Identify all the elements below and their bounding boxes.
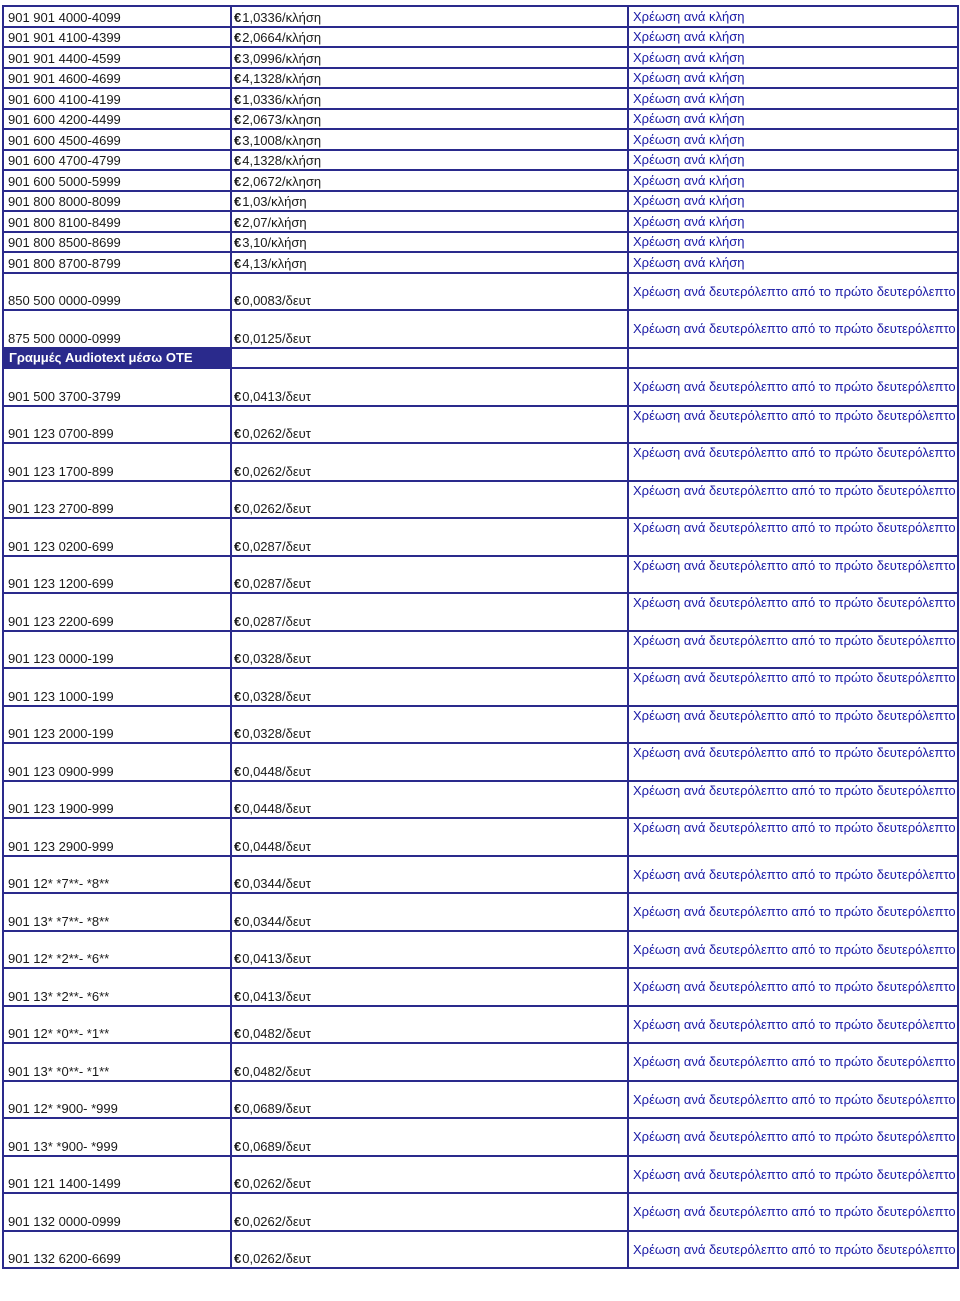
charge-description-cell: Χρέωση ανά δευτερόλεπτο από το πρώτο δευτερόλεπτο	[628, 593, 958, 631]
number-range-cell: 901 901 4400-4599	[3, 47, 231, 68]
euro-symbol: €	[234, 9, 242, 25]
table-row	[3, 406, 958, 444]
rate-table	[2, 5, 959, 1269]
number-range-cell: 901 600 5000-5999	[3, 170, 231, 191]
rate-table-top-section	[3, 6, 958, 348]
price-value: 0,0448/δευτ	[242, 838, 311, 854]
number-range-cell: 901 800 8100-8499	[3, 211, 231, 232]
price-value: 4,1328/κλήση	[242, 153, 322, 168]
price-value: 0,0413/δευτ	[242, 388, 311, 404]
number-range-cell: 901 13* *900- *999	[3, 1118, 231, 1156]
price-cell	[231, 6, 628, 27]
price-value: 0,0328/δευτ	[242, 688, 311, 704]
section-empty-cell	[231, 348, 628, 369]
charge-description-cell: Χρέωση ανά κλήση	[628, 191, 958, 212]
charge-description-cell: Χρέωση ανά δευτερόλεπτο από το πρώτο δευτερόλεπτο	[628, 1156, 958, 1194]
charge-description-cell: Χρέωση ανά κλήση	[628, 6, 958, 27]
price-value: 2,07/κλήση	[242, 214, 307, 230]
charge-description-cell: Χρέωση ανά δευτερόλεπτο από το πρώτο δευτερόλεπτο	[628, 743, 958, 781]
euro-symbol: €	[234, 1176, 242, 1191]
number-range-cell: 850 500 0000-0999	[3, 273, 231, 311]
euro-symbol: €	[234, 1101, 242, 1116]
price-value: 0,0413/δευτ	[242, 951, 311, 966]
table-row	[3, 170, 958, 191]
euro-symbol: €	[234, 576, 242, 591]
number-range-cell: 901 600 4500-4699	[3, 129, 231, 150]
euro-symbol: €	[234, 388, 242, 404]
price-value: 1,0336/κλήση	[242, 91, 322, 107]
price-value: 0,0262/δευτ	[242, 1176, 311, 1191]
price-value: 3,0996/κλήση	[242, 50, 322, 66]
table-row	[3, 109, 958, 130]
price-cell	[231, 211, 628, 232]
number-range-cell: 901 600 4100-4199	[3, 88, 231, 109]
charge-description-cell: Χρέωση ανά δευτερόλεπτο από το πρώτο δευτερόλεπτο	[628, 1043, 958, 1081]
price-cell	[231, 1193, 628, 1231]
charge-description-cell: Χρέωση ανά δευτερόλεπτο από το πρώτο δευτερόλεπτο	[628, 818, 958, 856]
euro-symbol: €	[234, 463, 242, 479]
charge-description-cell: Χρέωση ανά δευτερόλεπτο από το πρώτο δευτερόλεπτο	[628, 556, 958, 594]
price-value: 0,0328/δευτ	[242, 651, 311, 666]
price-value: 0,0287/δευτ	[242, 613, 311, 629]
price-cell	[231, 593, 628, 631]
price-cell	[231, 88, 628, 109]
charge-description-cell: Χρέωση ανά δευτερόλεπτο από το πρώτο δευτερόλεπτο	[628, 406, 958, 444]
price-value: 0,0448/δευτ	[242, 763, 311, 779]
price-cell	[231, 310, 628, 348]
charge-description-cell: Χρέωση ανά κλήση	[628, 109, 958, 130]
price-cell	[231, 47, 628, 68]
number-range-cell: 901 600 4200-4499	[3, 109, 231, 130]
price-value: 0,0344/δευτ	[242, 876, 311, 891]
price-cell	[231, 109, 628, 130]
table-row	[3, 1118, 958, 1156]
price-cell	[231, 668, 628, 706]
table-row	[3, 518, 958, 556]
euro-symbol: €	[234, 988, 242, 1004]
price-cell	[231, 1043, 628, 1081]
table-row	[3, 1193, 958, 1231]
charge-description-cell: Χρέωση ανά δευτερόλεπτο από το πρώτο δευτερόλεπτο	[628, 518, 958, 556]
charge-description-cell: Χρέωση ανά δευτερόλεπτο από το πρώτο δευτερόλεπτο	[628, 310, 958, 348]
charge-description-cell: Χρέωση ανά δευτερόλεπτο από το πρώτο δευτερόλεπτο	[628, 1118, 958, 1156]
number-range-cell: 901 121 1400-1499	[3, 1156, 231, 1194]
price-value: 0,0448/δευτ	[242, 801, 311, 816]
price-cell	[231, 27, 628, 48]
table-row	[3, 743, 958, 781]
table-row	[3, 631, 958, 669]
table-row	[3, 252, 958, 273]
charge-description-cell: Χρέωση ανά κλήση	[628, 88, 958, 109]
euro-symbol: €	[234, 426, 242, 441]
charge-description-cell: Χρέωση ανά δευτερόλεπτο από το πρώτο δευτερόλεπτο	[628, 781, 958, 819]
section-empty-cell	[628, 348, 958, 369]
table-row	[3, 1081, 958, 1119]
euro-symbol: €	[234, 214, 242, 230]
table-row	[3, 68, 958, 89]
price-cell	[231, 1231, 628, 1269]
table-row	[3, 1231, 958, 1269]
price-value: 3,1008/κληση	[242, 132, 322, 148]
charge-description-cell: Χρέωση ανά δευτερόλεπτο από το πρώτο δευτερόλεπτο	[628, 968, 958, 1006]
price-value: 0,0262/δευτ	[242, 1213, 311, 1229]
euro-symbol: €	[234, 132, 242, 148]
euro-symbol: €	[234, 726, 242, 741]
number-range-cell: 901 800 8000-8099	[3, 191, 231, 212]
price-value: 3,10/κλήση	[242, 235, 307, 250]
number-range-cell: 901 500 3700-3799	[3, 368, 231, 406]
charge-description-cell: Χρέωση ανά κλήση	[628, 232, 958, 253]
price-cell	[231, 818, 628, 856]
charge-description-cell: Χρέωση ανά δευτερόλεπτο από το πρώτο δευτερόλεπτο	[628, 1081, 958, 1119]
euro-symbol: €	[234, 951, 242, 966]
table-row	[3, 1043, 958, 1081]
price-cell	[231, 518, 628, 556]
number-range-cell: 901 600 4700-4799	[3, 150, 231, 171]
table-row	[3, 443, 958, 481]
charge-description-cell: Χρέωση ανά κλήση	[628, 252, 958, 273]
price-value: 0,0083/δευτ	[242, 293, 311, 308]
euro-symbol: €	[234, 763, 242, 779]
price-cell	[231, 368, 628, 406]
price-value: 0,0689/δευτ	[242, 1101, 311, 1116]
euro-symbol: €	[234, 255, 242, 271]
table-row	[3, 150, 958, 171]
price-value: 0,0328/δευτ	[242, 726, 311, 741]
euro-symbol: €	[234, 913, 242, 929]
number-range-cell: 901 132 0000-0999	[3, 1193, 231, 1231]
section-title: Γραμμές Audiotext μέσω ΟΤΕ	[3, 348, 231, 369]
number-range-cell: 901 12* *0**- *1**	[3, 1006, 231, 1044]
euro-symbol: €	[234, 112, 242, 127]
number-range-cell: 901 123 2900-999	[3, 818, 231, 856]
euro-symbol: €	[234, 538, 242, 554]
number-range-cell: 901 123 2000-199	[3, 706, 231, 744]
number-range-cell: 901 123 0000-199	[3, 631, 231, 669]
charge-description-cell: Χρέωση ανά δευτερόλεπτο από το πρώτο δευτερόλεπτο	[628, 1231, 958, 1269]
price-value: 1,03/κλήση	[242, 194, 307, 209]
number-range-cell: 901 123 0900-999	[3, 743, 231, 781]
number-range-cell: 901 123 2700-899	[3, 481, 231, 519]
price-cell	[231, 556, 628, 594]
number-range-cell: 901 800 8500-8699	[3, 232, 231, 253]
charge-description-cell: Χρέωση ανά δευτερόλεπτο από το πρώτο δευτερόλεπτο	[628, 856, 958, 894]
price-value: 0,0262/δευτ	[242, 501, 311, 516]
euro-symbol: €	[234, 173, 242, 189]
table-row	[3, 47, 958, 68]
price-value: 0,0287/δευτ	[242, 538, 311, 554]
price-cell	[231, 1118, 628, 1156]
price-cell	[231, 706, 628, 744]
charge-description-cell: Χρέωση ανά δευτερόλεπτο από το πρώτο δευτερόλεπτο	[628, 631, 958, 669]
rate-table-section-header	[3, 348, 958, 369]
euro-symbol: €	[234, 613, 242, 629]
euro-symbol: €	[234, 801, 242, 816]
table-row	[3, 129, 958, 150]
price-value: 2,0664/κλήση	[242, 30, 322, 45]
charge-description-cell: Χρέωση ανά κλήση	[628, 68, 958, 89]
number-range-cell: 901 123 2200-699	[3, 593, 231, 631]
number-range-cell: 901 12* *7**- *8**	[3, 856, 231, 894]
charge-description-cell: Χρέωση ανά δευτερόλεπτο από το πρώτο δευτερόλεπτο	[628, 706, 958, 744]
euro-symbol: €	[234, 91, 242, 107]
charge-description-cell: Χρέωση ανά δευτερόλεπτο από το πρώτο δευτερόλεπτο	[628, 1006, 958, 1044]
table-row	[3, 818, 958, 856]
table-row	[3, 856, 958, 894]
number-range-cell: 901 901 4600-4699	[3, 68, 231, 89]
price-cell	[231, 129, 628, 150]
table-row	[3, 593, 958, 631]
table-row	[3, 211, 958, 232]
price-cell	[231, 406, 628, 444]
price-cell	[231, 252, 628, 273]
price-cell	[231, 931, 628, 969]
price-cell	[231, 1006, 628, 1044]
charge-description-cell: Χρέωση ανά δευτερόλεπτο από το πρώτο δευτερόλεπτο	[628, 893, 958, 931]
price-cell	[231, 893, 628, 931]
charge-description-cell: Χρέωση ανά δευτερόλεπτο από το πρώτο δευτερόλεπτο	[628, 481, 958, 519]
charge-description-cell: Χρέωση ανά δευτερόλεπτο από το πρώτο δευτερόλεπτο	[628, 443, 958, 481]
price-value: 0,0689/δευτ	[242, 1138, 311, 1154]
charge-description-cell: Χρέωση ανά δευτερόλεπτο από το πρώτο δευτερόλεπτο	[628, 1193, 958, 1231]
price-cell	[231, 1156, 628, 1194]
price-cell	[231, 170, 628, 191]
euro-symbol: €	[234, 1213, 242, 1229]
price-cell	[231, 743, 628, 781]
table-row	[3, 1156, 958, 1194]
charge-description-cell: Χρέωση ανά δευτερόλεπτο από το πρώτο δευτερόλεπτο	[628, 668, 958, 706]
number-range-cell: 901 123 1200-699	[3, 556, 231, 594]
euro-symbol: €	[234, 688, 242, 704]
number-range-cell: 901 123 1000-199	[3, 668, 231, 706]
number-range-cell: 901 12* *900- *999	[3, 1081, 231, 1119]
euro-symbol: €	[234, 1026, 242, 1041]
price-cell	[231, 443, 628, 481]
price-cell	[231, 968, 628, 1006]
euro-symbol: €	[234, 501, 242, 516]
table-row	[3, 931, 958, 969]
price-cell	[231, 481, 628, 519]
price-value: 0,0262/δευτ	[242, 463, 311, 479]
price-value: 2,0673/κληση	[242, 112, 322, 127]
table-row	[3, 232, 958, 253]
price-value: 0,0482/δευτ	[242, 1063, 311, 1079]
price-cell	[231, 631, 628, 669]
price-value: 0,0413/δευτ	[242, 988, 311, 1004]
table-row	[3, 781, 958, 819]
table-row	[3, 1006, 958, 1044]
price-cell	[231, 1081, 628, 1119]
number-range-cell: 901 132 6200-6699	[3, 1231, 231, 1269]
euro-symbol: €	[234, 876, 242, 891]
table-row	[3, 6, 958, 27]
table-row	[3, 706, 958, 744]
number-range-cell: 901 123 1900-999	[3, 781, 231, 819]
table-row	[3, 191, 958, 212]
price-value: 4,1328/κλήση	[242, 71, 322, 86]
price-value: 0,0125/δευτ	[242, 330, 311, 346]
table-row	[3, 893, 958, 931]
table-row	[3, 310, 958, 348]
price-value: 0,0287/δευτ	[242, 576, 311, 591]
rate-table-bottom-section	[3, 368, 958, 1268]
euro-symbol: €	[234, 1063, 242, 1079]
price-cell	[231, 191, 628, 212]
number-range-cell: 901 123 0200-699	[3, 518, 231, 556]
charge-description-cell: Χρέωση ανά κλήση	[628, 170, 958, 191]
table-row	[3, 968, 958, 1006]
charge-description-cell: Χρέωση ανά κλήση	[628, 27, 958, 48]
price-cell	[231, 150, 628, 171]
charge-description-cell: Χρέωση ανά κλήση	[628, 47, 958, 68]
price-cell	[231, 273, 628, 311]
euro-symbol: €	[234, 50, 242, 66]
price-value: 2,0672/κληση	[242, 173, 322, 189]
euro-symbol: €	[234, 293, 242, 308]
number-range-cell: 901 123 0700-899	[3, 406, 231, 444]
price-cell	[231, 781, 628, 819]
charge-description-cell: Χρέωση ανά δευτερόλεπτο από το πρώτο δευτερόλεπτο	[628, 273, 958, 311]
price-value: 0,0482/δευτ	[242, 1026, 311, 1041]
table-row	[3, 481, 958, 519]
charge-description-cell: Χρέωση ανά κλήση	[628, 129, 958, 150]
euro-symbol: €	[234, 71, 242, 86]
charge-description-cell: Χρέωση ανά κλήση	[628, 150, 958, 171]
number-range-cell: 901 901 4100-4399	[3, 27, 231, 48]
euro-symbol: €	[234, 235, 242, 250]
euro-symbol: €	[234, 153, 242, 168]
charge-description-cell: Χρέωση ανά δευτερόλεπτο από το πρώτο δευτερόλεπτο	[628, 931, 958, 969]
price-value: 4,13/κλήση	[242, 255, 307, 271]
euro-symbol: €	[234, 1138, 242, 1154]
price-value: 0,0262/δευτ	[242, 426, 311, 441]
price-cell	[231, 856, 628, 894]
euro-symbol: €	[234, 1251, 242, 1266]
price-cell	[231, 68, 628, 89]
number-range-cell: 875 500 0000-0999	[3, 310, 231, 348]
euro-symbol: €	[234, 194, 242, 209]
euro-symbol: €	[234, 30, 242, 45]
price-cell	[231, 232, 628, 253]
number-range-cell: 901 13* *0**- *1**	[3, 1043, 231, 1081]
price-value: 0,0344/δευτ	[242, 913, 311, 929]
table-row	[3, 556, 958, 594]
number-range-cell: 901 901 4000-4099	[3, 6, 231, 27]
number-range-cell: 901 12* *2**- *6**	[3, 931, 231, 969]
table-row	[3, 273, 958, 311]
number-range-cell: 901 13* *2**- *6**	[3, 968, 231, 1006]
price-value: 1,0336/κλήση	[242, 9, 322, 25]
charge-description-cell: Χρέωση ανά δευτερόλεπτο από το πρώτο δευτερόλεπτο	[628, 368, 958, 406]
table-row	[3, 88, 958, 109]
table-row	[3, 668, 958, 706]
section-header-row	[3, 348, 958, 369]
euro-symbol: €	[234, 838, 242, 854]
euro-symbol: €	[234, 651, 242, 666]
number-range-cell: 901 13* *7**- *8**	[3, 893, 231, 931]
price-value: 0,0262/δευτ	[242, 1251, 311, 1266]
number-range-cell: 901 123 1700-899	[3, 443, 231, 481]
euro-symbol: €	[234, 330, 242, 346]
number-range-cell: 901 800 8700-8799	[3, 252, 231, 273]
table-row	[3, 27, 958, 48]
table-row	[3, 368, 958, 406]
charge-description-cell: Χρέωση ανά κλήση	[628, 211, 958, 232]
